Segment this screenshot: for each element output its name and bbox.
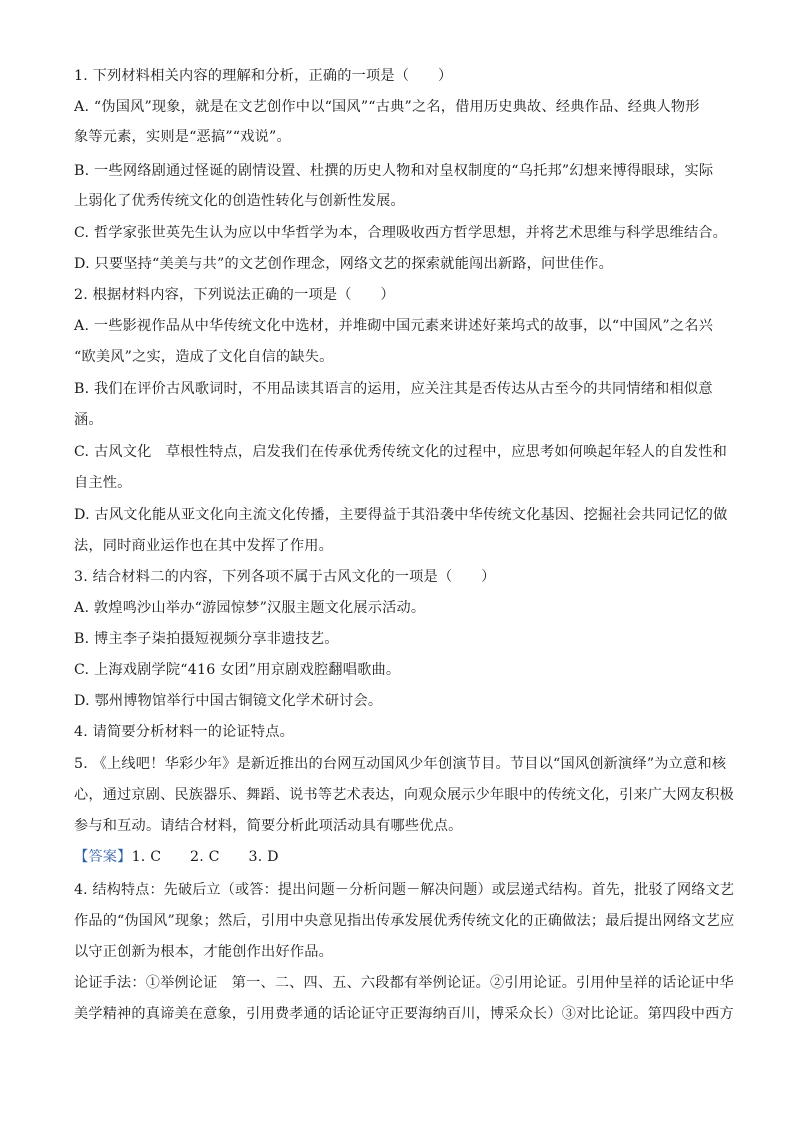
question-1-option-c: C. 哲学家张世英先生认为应以中华哲学为本，合理吸收西方哲学思想，并将艺术思维与科学思维结合。 (74, 225, 728, 241)
question-3-option-d: D. 鄂州博物馆举行中国古铜镜文化学术研讨会。 (74, 693, 383, 709)
question-2-option-d-line2: 法，同时商业运作也在其中发挥了作用。 (74, 538, 333, 554)
argument-method-line1: 论证手法：①举例论证 第一、二、四、五、六段都有举例论证。②引用论证。引用仲呈祥的话论证中华 (74, 975, 734, 991)
question-2-option-b-line1: B. 我们在评价古风歌词时，不用品读其语言的运用，应关注其是否传达从古至今的共同情绪和相似意 (74, 381, 713, 397)
question-4-stem: 4. 请简要分析材料一的论证特点。 (74, 724, 295, 740)
question-3-option-c: C. 上海戏剧学院“416 女团”用京剧戏腔翻唱歌曲。 (74, 662, 401, 678)
question-2-option-c-line2: 自主性。 (74, 475, 132, 491)
question-1-option-b-line2: 上弱化了优秀传统文化的创造性转化与创新性发展。 (74, 193, 405, 209)
question-2-stem: 2. 根据材料内容，下列说法正确的一项是（ ） (74, 287, 395, 303)
question-2-option-d-line1: D. 古风文化能从亚文化向主流文化传播，主要得益于其沿袭中华传统文化基因、挖掘社会共同记忆的做 (74, 507, 728, 523)
answer-4-line3: 以守正创新为根本，才能创作出好作品。 (74, 944, 333, 960)
answer-key-line (74, 847, 279, 867)
answer-4-line1: 4. 结构特点：先破后立（或答：提出问题－分析问题－解决问题）或层递式结构。首先，批驳了网络文艺 (74, 882, 735, 898)
question-2-option-a-line1: A. 一些影视作品从中华传统文化中选材，并堆砌中国元素来讲述好莱坞式的故事，以“中国风”之名兴 (74, 318, 714, 334)
question-1-option-d: D. 只要坚持“美美与共”的文艺创作理念，网络文艺的探索就能闯出新路，问世佳作。 (74, 256, 613, 272)
question-5-stem-line3: 参与和互动。请结合材料，简要分析此项活动具有哪些优点。 (74, 818, 463, 834)
question-1-option-b-line1: B. 一些网络剧通过怪诞的剧情设置、杜撰的历史人物和对皇权制度的“乌托邦”幻想来博得眼球，实际 (74, 163, 714, 179)
question-2-option-a-line2: “欧美风”之实，造成了文化自信的缺失。 (74, 349, 334, 365)
question-1-option-a-line2: 象等元素，实则是“恶搞”“戏说”。 (74, 129, 291, 145)
question-3-option-a: A. 敦煌鸣沙山举办“游园惊梦”汉服主题文化展示活动。 (74, 600, 426, 616)
question-3-stem: 3. 结合材料二的内容，下列各项不属于古风文化的一项是（ ） (74, 569, 496, 585)
question-1-stem: 1. 下列材料相关内容的理解和分析，正确的一项是（ ） (74, 68, 453, 84)
question-3-option-b: B. 博主李子柒拍摄短视频分享非遗技艺。 (74, 631, 339, 647)
question-2-option-c-line1: C. 古风文化 草根性特点，启发我们在传承优秀传统文化的过程中，应思考如何唤起年轻人的自发性和 (74, 444, 728, 460)
question-1-option-a-line1: A. “伪国风”现象，就是在文艺创作中以“国风”“古典”之名，借用历史典故、经典作品、经典人物形 (74, 99, 700, 115)
answer-choices: 1. C 2. C 3. D (131, 849, 279, 865)
argument-method-line2: 美学精神的真谛美在意象，引用费孝通的话论证守正要海纳百川，博采众长）③对比论证。第四段中西方 (74, 1006, 734, 1022)
answer-tag: 【答案】 (74, 849, 132, 865)
question-2-option-b-line2: 涵。 (74, 412, 103, 428)
question-5-stem-line2: 心，通过京剧、民族器乐、舞蹈、说书等艺术表达，向观众展示少年眼中的传统文化，引来广大网友积极 (74, 787, 734, 803)
answer-4-line2: 作品的“伪国风”现象；然后，引用中央意见指出传承发展优秀传统文化的正确做法；最后提出网络文艺应 (74, 913, 735, 929)
question-5-stem-line1: 5. 《上线吧！华彩少年》是新近推出的台网互动国风少年创演节目。节目以“国风创新演绎”为立意和核 (74, 756, 727, 772)
